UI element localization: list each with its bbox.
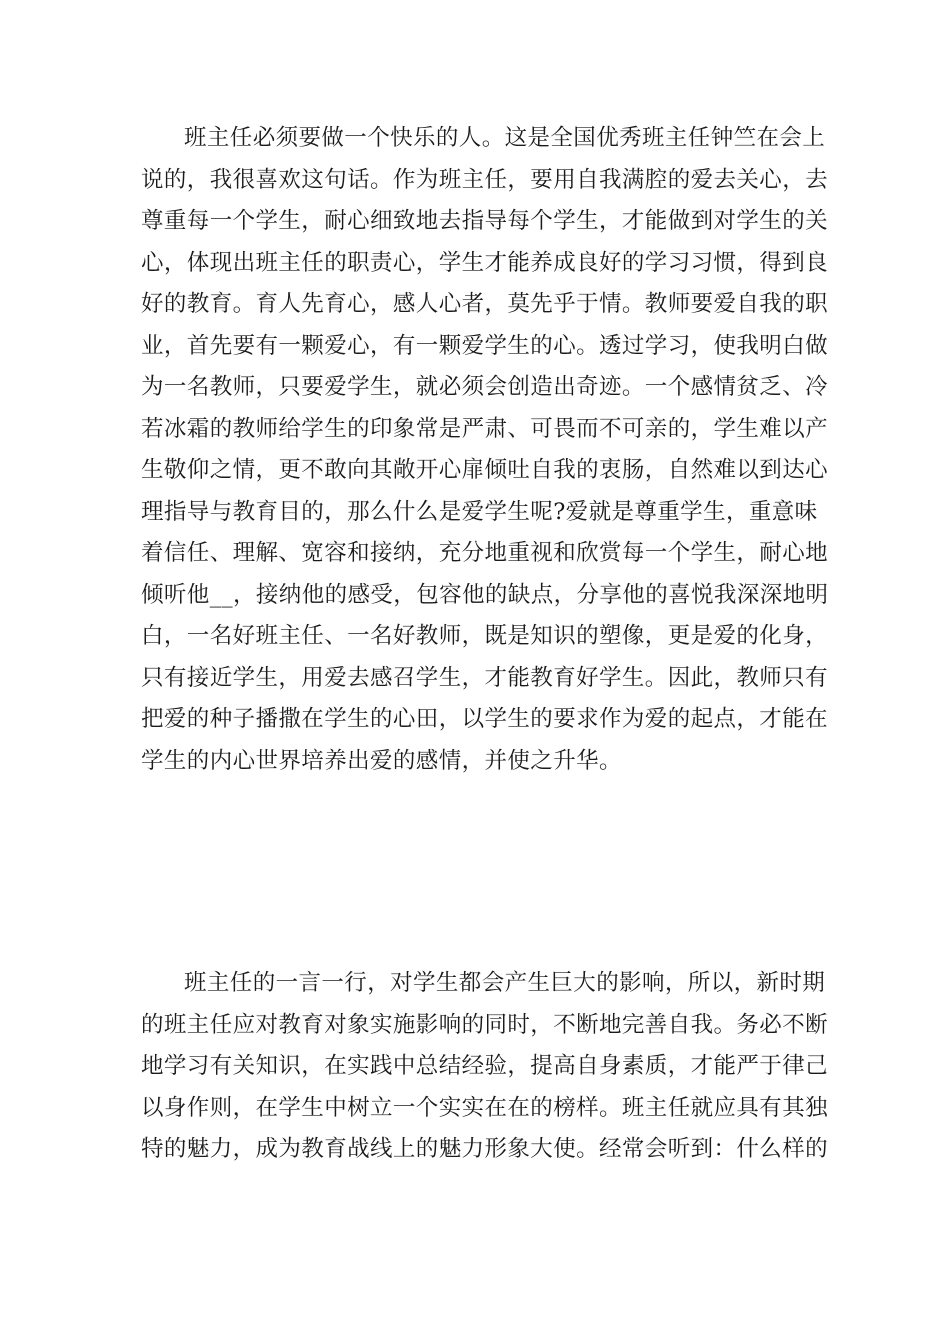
text-line: 着信任、理解、宽容和接纳，充分地重视和欣赏每一个学生，耐心地 bbox=[141, 540, 829, 566]
text-line: 理指导与教育目的，那么什么是爱学生呢?爱就是尊重学生，重意味 bbox=[141, 498, 818, 525]
paragraph-1 bbox=[141, 118, 829, 782]
text-line: 尊重每一个学生，耐心细致地去指导每个学生，才能做到对学生的关 bbox=[141, 208, 829, 234]
text-line: 的班主任应对教育对象实施影响的同时，不断地完善自我。务必不断 bbox=[141, 1011, 829, 1038]
text-line: 学生的内心世界培养出爱的感情，并使之升华。 bbox=[141, 747, 622, 774]
text-line: 特的魅力，成为教育战线上的魅力形象大使。经常会听到：什么样的 bbox=[141, 1136, 829, 1162]
text-line: 班主任必须要做一个快乐的人。这是全国优秀班主任钟竺在会上 bbox=[184, 125, 826, 151]
text-line: 班主任的一言一行，对学生都会产生巨大的影响，所以，新时期 bbox=[184, 970, 826, 996]
text-line: 业，首先要有一颗爱心，有一颗爱学生的心。透过学习，使我明白做 bbox=[141, 332, 829, 359]
text-line: 把爱的种子播撒在学生的心田，以学生的要求作为爱的起点，才能在 bbox=[141, 706, 829, 732]
text-line: 以身作则，在学生中树立一个实实在在的榜样。班主任就应具有其独 bbox=[141, 1094, 829, 1121]
text-line: 地学习有关知识，在实践中总结经验，提高自身素质，才能严于律己 bbox=[141, 1053, 829, 1079]
text-line: 生敬仰之情，更不敢向其敞开心扉倾吐自我的衷肠，自然难以到达心 bbox=[141, 457, 829, 483]
text-line: 若冰霜的教师给学生的印象常是严肃、可畏而不可亲的，学生难以产 bbox=[141, 415, 829, 442]
text-line: 白，一名好班主任、一名好教师，既是知识的塑像，更是爱的化身， bbox=[141, 623, 829, 649]
paragraph-2 bbox=[141, 963, 829, 1171]
text-line: 倾听他__，接纳他的感受，包容他的缺点，分享他的喜悦我深深地明 bbox=[141, 581, 829, 608]
text-line: 只有接近学生，用爱去感召学生，才能教育好学生。因此，教师只有 bbox=[141, 664, 829, 691]
text-line: 说的，我很喜欢这句话。作为班主任，要用自我满腔的爱去关心，去 bbox=[141, 166, 829, 193]
text-line: 为一名教师，只要爱学生，就必须会创造出奇迹。一个感情贫乏、冷 bbox=[141, 374, 829, 400]
text-line: 心，体现出班主任的职责心，学生才能养成良好的学习习惯，得到良 bbox=[141, 249, 829, 276]
text-line: 好的教育。育人先育心，感人心者，莫先乎于情。教师要爱自我的职 bbox=[141, 291, 829, 317]
